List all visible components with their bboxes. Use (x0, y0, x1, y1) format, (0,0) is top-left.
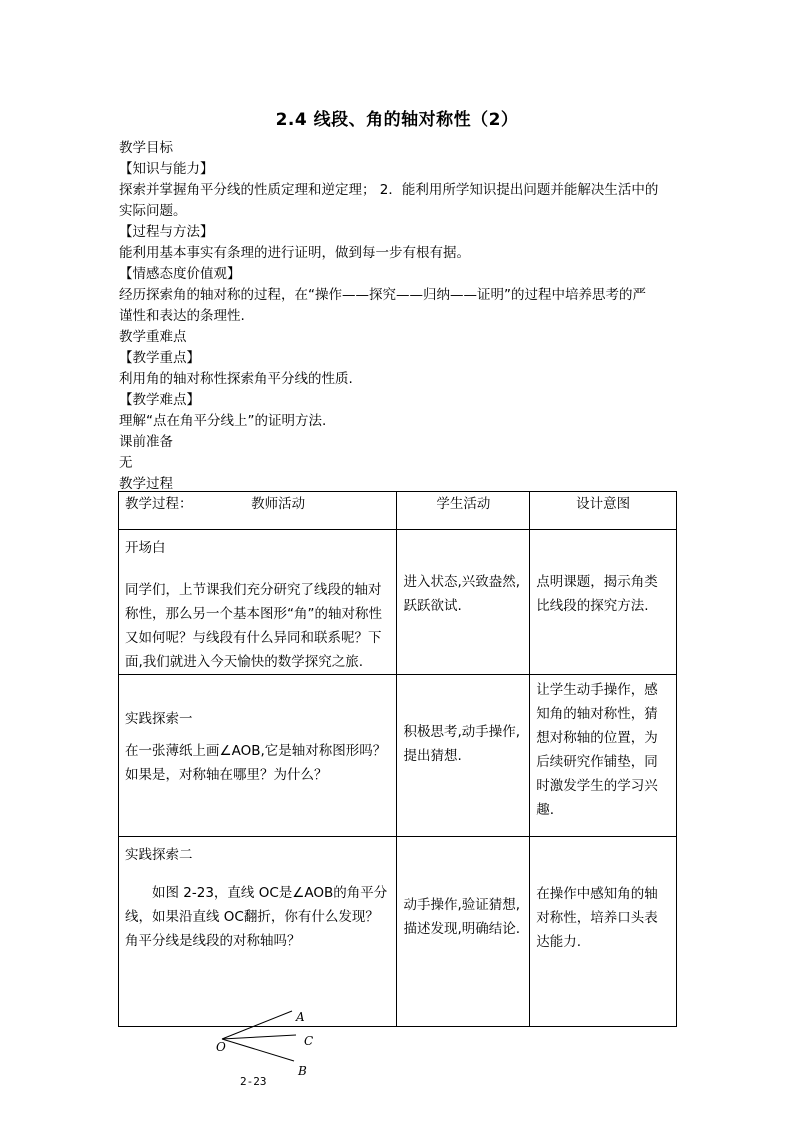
design-intent-cell (530, 530, 677, 675)
student-activity-text: 动手操作,验证猜想,描述发现,明确结论. (403, 897, 521, 937)
design-intent-text: 让学生动手操作，感知角的轴对称性，猜想对称轴的位置，为后续研究作铺垫，同时激发学生的学习兴趣. (536, 682, 658, 818)
label-o: O (216, 1040, 226, 1054)
teaching-process-table (118, 491, 677, 1027)
activity-title: 开场白 (125, 540, 166, 556)
text-line: 实际问题。 (119, 203, 187, 219)
label-c: C (304, 1034, 314, 1048)
table-header-row (119, 492, 677, 530)
angle-bisector-figure (210, 1005, 330, 1095)
activity-text: 如图 2-23，直线 OC是∠AOB的角平分线，如果沿直线 OC翻折，你有什么发现？角平分线是线段的对称轴吗？ (125, 885, 388, 949)
text-line: 谨性和表达的条理性. (119, 308, 245, 324)
student-activity-cell (397, 675, 530, 837)
activity-text: 在一张薄纸上画∠AOB,它是轴对称图形吗？如果是，对称轴在哪里？为什么？ (125, 743, 387, 783)
activity-text: 同学们，上节课我们充分研究了线段的轴对称性，那么另一个基本图形“角”的轴对称性又如何呢？与线段有什么异同和联系呢？下面,我们就进入今天愉快的数学探究之旅. (125, 582, 382, 670)
header-design-intent: 设计意图 (530, 492, 677, 530)
design-intent-cell (530, 837, 677, 1027)
design-intent-cell (530, 675, 677, 837)
text-line: 理解“点在角平分线上”的证明方法. (119, 413, 327, 429)
heading-emotion-attitude: 【情感态度价值观】 (119, 266, 241, 282)
document-title: 2.4 线段、角的轴对称性（2） (275, 110, 519, 130)
header-teacher-label: 教师活动 (251, 496, 306, 512)
student-activity-text: 积极思考,动手操作,提出猜想. (403, 724, 521, 764)
design-intent-text: 在操作中感知角的轴对称性，培养口头表达能力. (536, 886, 658, 950)
activity-title: 实践探索一 (125, 711, 193, 727)
table-row (119, 837, 677, 1027)
header-student-activity: 学生活动 (397, 492, 530, 530)
ray-oa (222, 1011, 292, 1039)
text-line: 无 (119, 455, 133, 471)
table-row (119, 530, 677, 675)
objectives-section (119, 138, 679, 495)
activity-title: 实践探索二 (125, 847, 193, 863)
text-line: 探索并掌握角平分线的性质定理和逆定理； 2．能利用所学知识提出问题并能解决生活中的 (119, 182, 659, 198)
heading-teaching-process: 教学过程 (119, 476, 173, 492)
teacher-activity-cell (119, 530, 397, 675)
student-activity-cell (397, 837, 530, 1027)
header-process-label: 教学过程： (125, 496, 193, 512)
ray-oc (222, 1035, 296, 1039)
teacher-activity-cell (119, 675, 397, 837)
heading-teaching-objectives: 教学目标 (119, 140, 173, 156)
text-line: 利用角的轴对称性探索角平分线的性质. (119, 371, 353, 387)
design-intent-text: 点明课题，揭示角类比线段的探究方法. (536, 574, 658, 614)
heading-key-difficult-points: 教学重难点 (119, 329, 187, 345)
table-row (119, 675, 677, 837)
heading-key-point: 【教学重点】 (119, 350, 200, 366)
text-line: 经历探索角的轴对称的过程，在“操作——探究——归纳——证明”的过程中培养思考的严 (119, 287, 646, 303)
student-activity-cell (397, 530, 530, 675)
heading-process-method: 【过程与方法】 (119, 224, 214, 240)
header-teacher-activity (119, 492, 397, 530)
teacher-activity-cell (119, 837, 397, 1027)
student-activity-text: 进入状态,兴致盎然,跃跃欲试. (403, 574, 521, 614)
label-b: B (298, 1064, 307, 1078)
ray-ob (222, 1039, 294, 1061)
heading-difficult-point: 【教学难点】 (119, 392, 200, 408)
label-a: A (296, 1010, 305, 1024)
heading-knowledge-ability: 【知识与能力】 (119, 161, 214, 177)
figure-caption: 2-23 (240, 1075, 267, 1088)
heading-preparation: 课前准备 (119, 434, 173, 450)
text-line: 能利用基本事实有条理的进行证明，做到每一步有根有据。 (119, 245, 470, 261)
